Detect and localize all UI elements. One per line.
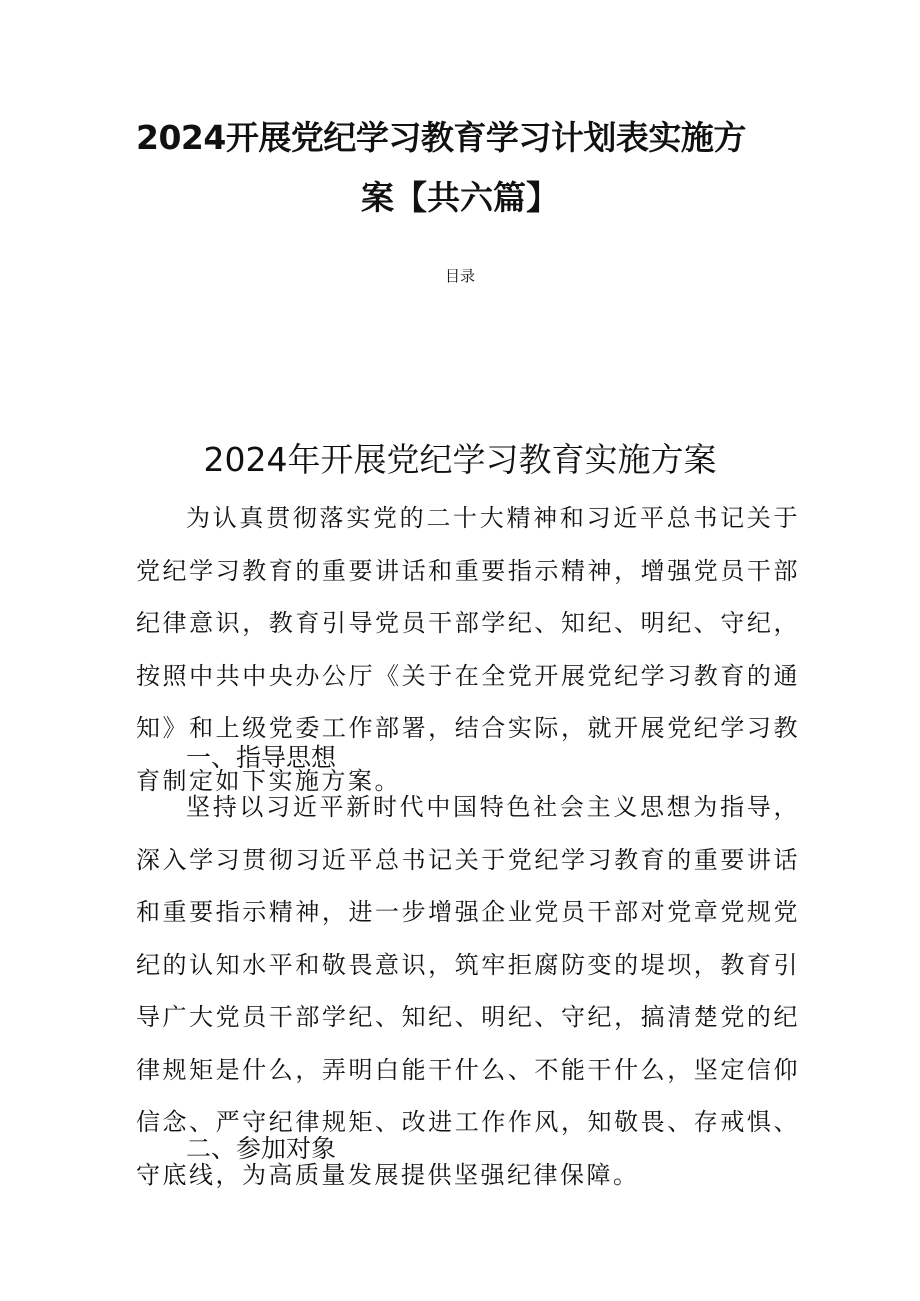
heading-guiding-ideology: 一、指导思想 — [186, 743, 337, 772]
document-title-line-2: 案【共六篇】 — [361, 178, 559, 217]
guiding-ideology-paragraph: 坚持以习近平新时代中国特色社会主义思想为指导，深入学习贯彻习近平总书记关于党纪学习教育的重要讲话和重要指示精神，进一步增强企业党员干部对党章党规党纪的认知水平和敬畏意识，筑牢拒腐防变的堤坝，教育引导广大党员干部学纪、知纪、明纪、守纪，搞清楚党的纪律规矩是什么，弄明白能干什么、不能干什么，坚定信仰信念、严守纪律规矩、改进工作作风，知敬畏、存戒惧、守底线，为高质量发展提供坚强纪律保障。 — [136, 793, 800, 1189]
table-of-contents-label: 目录 — [444, 267, 475, 285]
heading-participants: 二、参加对象 — [186, 1134, 337, 1163]
document-title-line-1: 2024开展党纪学习教育学习计划表实施方 — [136, 118, 746, 157]
section-title: 2024年开展党纪学习教育实施方案 — [203, 440, 717, 479]
intro-paragraph: 为认真贯彻落实党的二十大精神和习近平总书记关于党纪学习教育的重要讲话和重要指示精神，增强党员干部纪律意识，教育引导党员干部学纪、知纪、明纪、守纪，按照中共中央办公厅《关于在全党开展党纪学习教育的通知》和上级党委工作部署，结合实际，就开展党纪学习教育制定如下实施方案。 — [136, 504, 800, 795]
